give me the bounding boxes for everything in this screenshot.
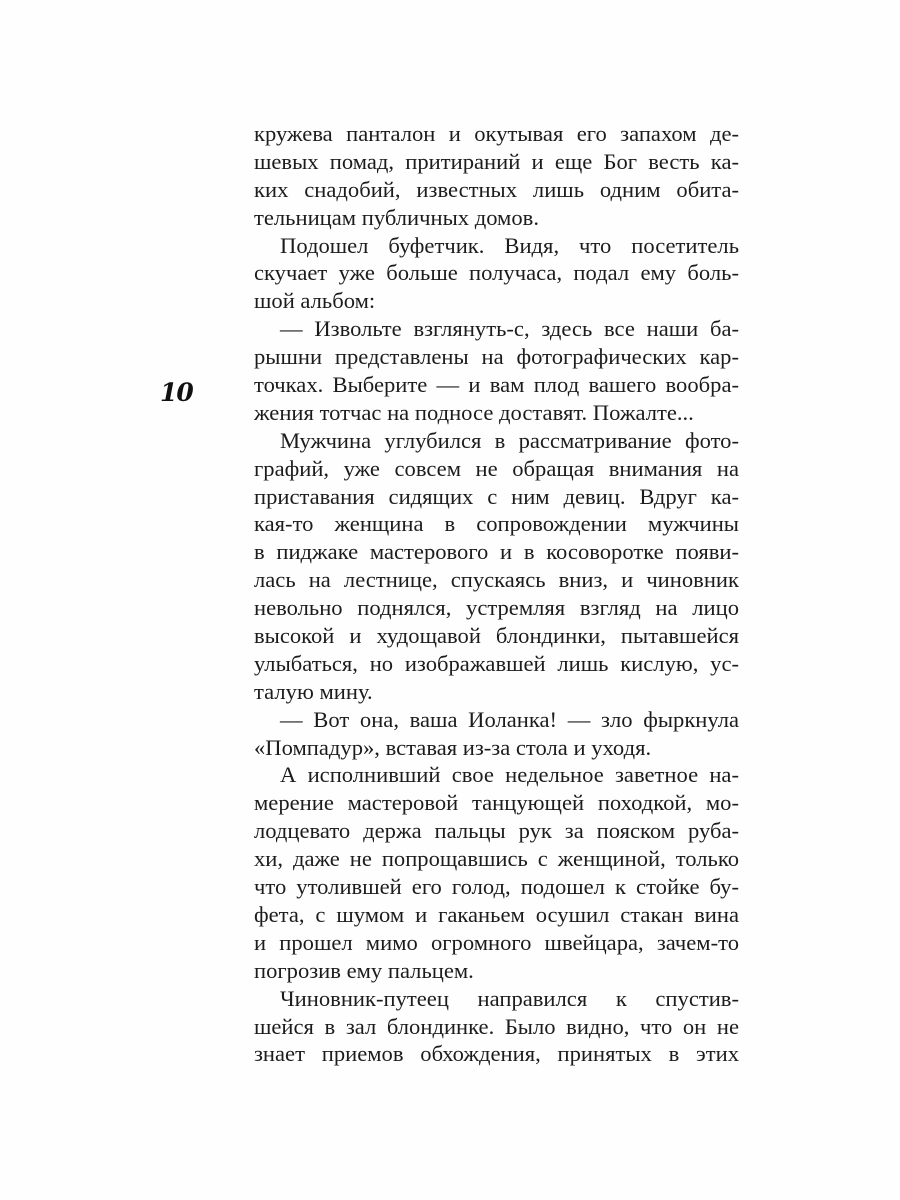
text-line: знает приемов обхождения, принятых в этих bbox=[254, 1041, 739, 1067]
text-line: хи, даже не попрощавшись с женщиной, только bbox=[254, 846, 739, 872]
text-line: погрозив ему пальцем. bbox=[254, 957, 474, 983]
text-line: талую мину. bbox=[254, 678, 373, 704]
body-text bbox=[254, 120, 739, 1068]
text-line: скучает уже больше получаса, подал ему боль- bbox=[254, 260, 739, 286]
text-line: тельницам публичных домов. bbox=[254, 204, 539, 230]
text-line: — Вот она, ваша Иоланка! — зло фыркнула bbox=[280, 706, 739, 732]
text-line: и прошел мимо огромного швейцара, зачем-то bbox=[254, 929, 739, 955]
text-line: кружева панталон и окутывая его запахом де- bbox=[254, 121, 739, 146]
text-line: кая-то женщина в сопровождении мужчины bbox=[254, 511, 739, 537]
text-line: Мужчина углубился в рассматривание фото- bbox=[280, 427, 739, 453]
text-line: — Извольте взглянуть-с, здесь все наши ба- bbox=[280, 316, 739, 342]
page-number: 10 bbox=[160, 378, 193, 407]
text-line: улыбаться, но изображавшей лишь кислую, ус- bbox=[254, 650, 739, 676]
text-line: А исполнивший свое недельное заветное на- bbox=[280, 762, 739, 788]
text-line: Чиновник-путеец направился к спустив- bbox=[280, 985, 739, 1011]
text-line: Подошел буфетчик. Видя, что посетитель bbox=[280, 232, 739, 258]
text-line: графий, уже совсем не обращая внимания на bbox=[254, 455, 739, 481]
text-line: лодцевато держа пальцы рук за пояском руба- bbox=[254, 818, 739, 844]
text-line: фета, с шумом и гаканьем осушил стакан вина bbox=[254, 901, 739, 927]
text-line: шой альбом: bbox=[254, 288, 376, 314]
text-line: ких снадобий, известных лишь одним обита- bbox=[254, 176, 739, 202]
text-line: шейся в зал блондинке. Было видно, что он не bbox=[254, 1013, 739, 1039]
text-line: рышни представлены на фотографических кар- bbox=[254, 344, 739, 370]
text-line: шевых помад, притираний и еще Бог весть ка- bbox=[254, 148, 739, 174]
text-line: что утолившей его голод, подошел к стойке бу- bbox=[254, 874, 739, 900]
text-line: мерение мастеровой танцующей походкой, мо- bbox=[254, 790, 739, 816]
text-line: приставания сидящих с ним девиц. Вдруг ка- bbox=[254, 483, 739, 509]
text-line: «Помпадур», вставая из-за стола и уходя. bbox=[254, 734, 652, 760]
text-line: точках. Выберите — и вам плод вашего вообра- bbox=[254, 372, 739, 398]
text-line: высокой и худощавой блондинки, пытавшейся bbox=[254, 623, 739, 649]
text-line: в пиджаке мастерового и в косоворотке появи- bbox=[254, 539, 739, 565]
text-line: жения тотчас на подносе доставят. Пожалте... bbox=[254, 399, 694, 425]
text-line: лась на лестнице, спускаясь вниз, и чиновник bbox=[254, 567, 739, 593]
text-line: невольно поднялся, устремляя взгляд на лицо bbox=[254, 595, 739, 621]
